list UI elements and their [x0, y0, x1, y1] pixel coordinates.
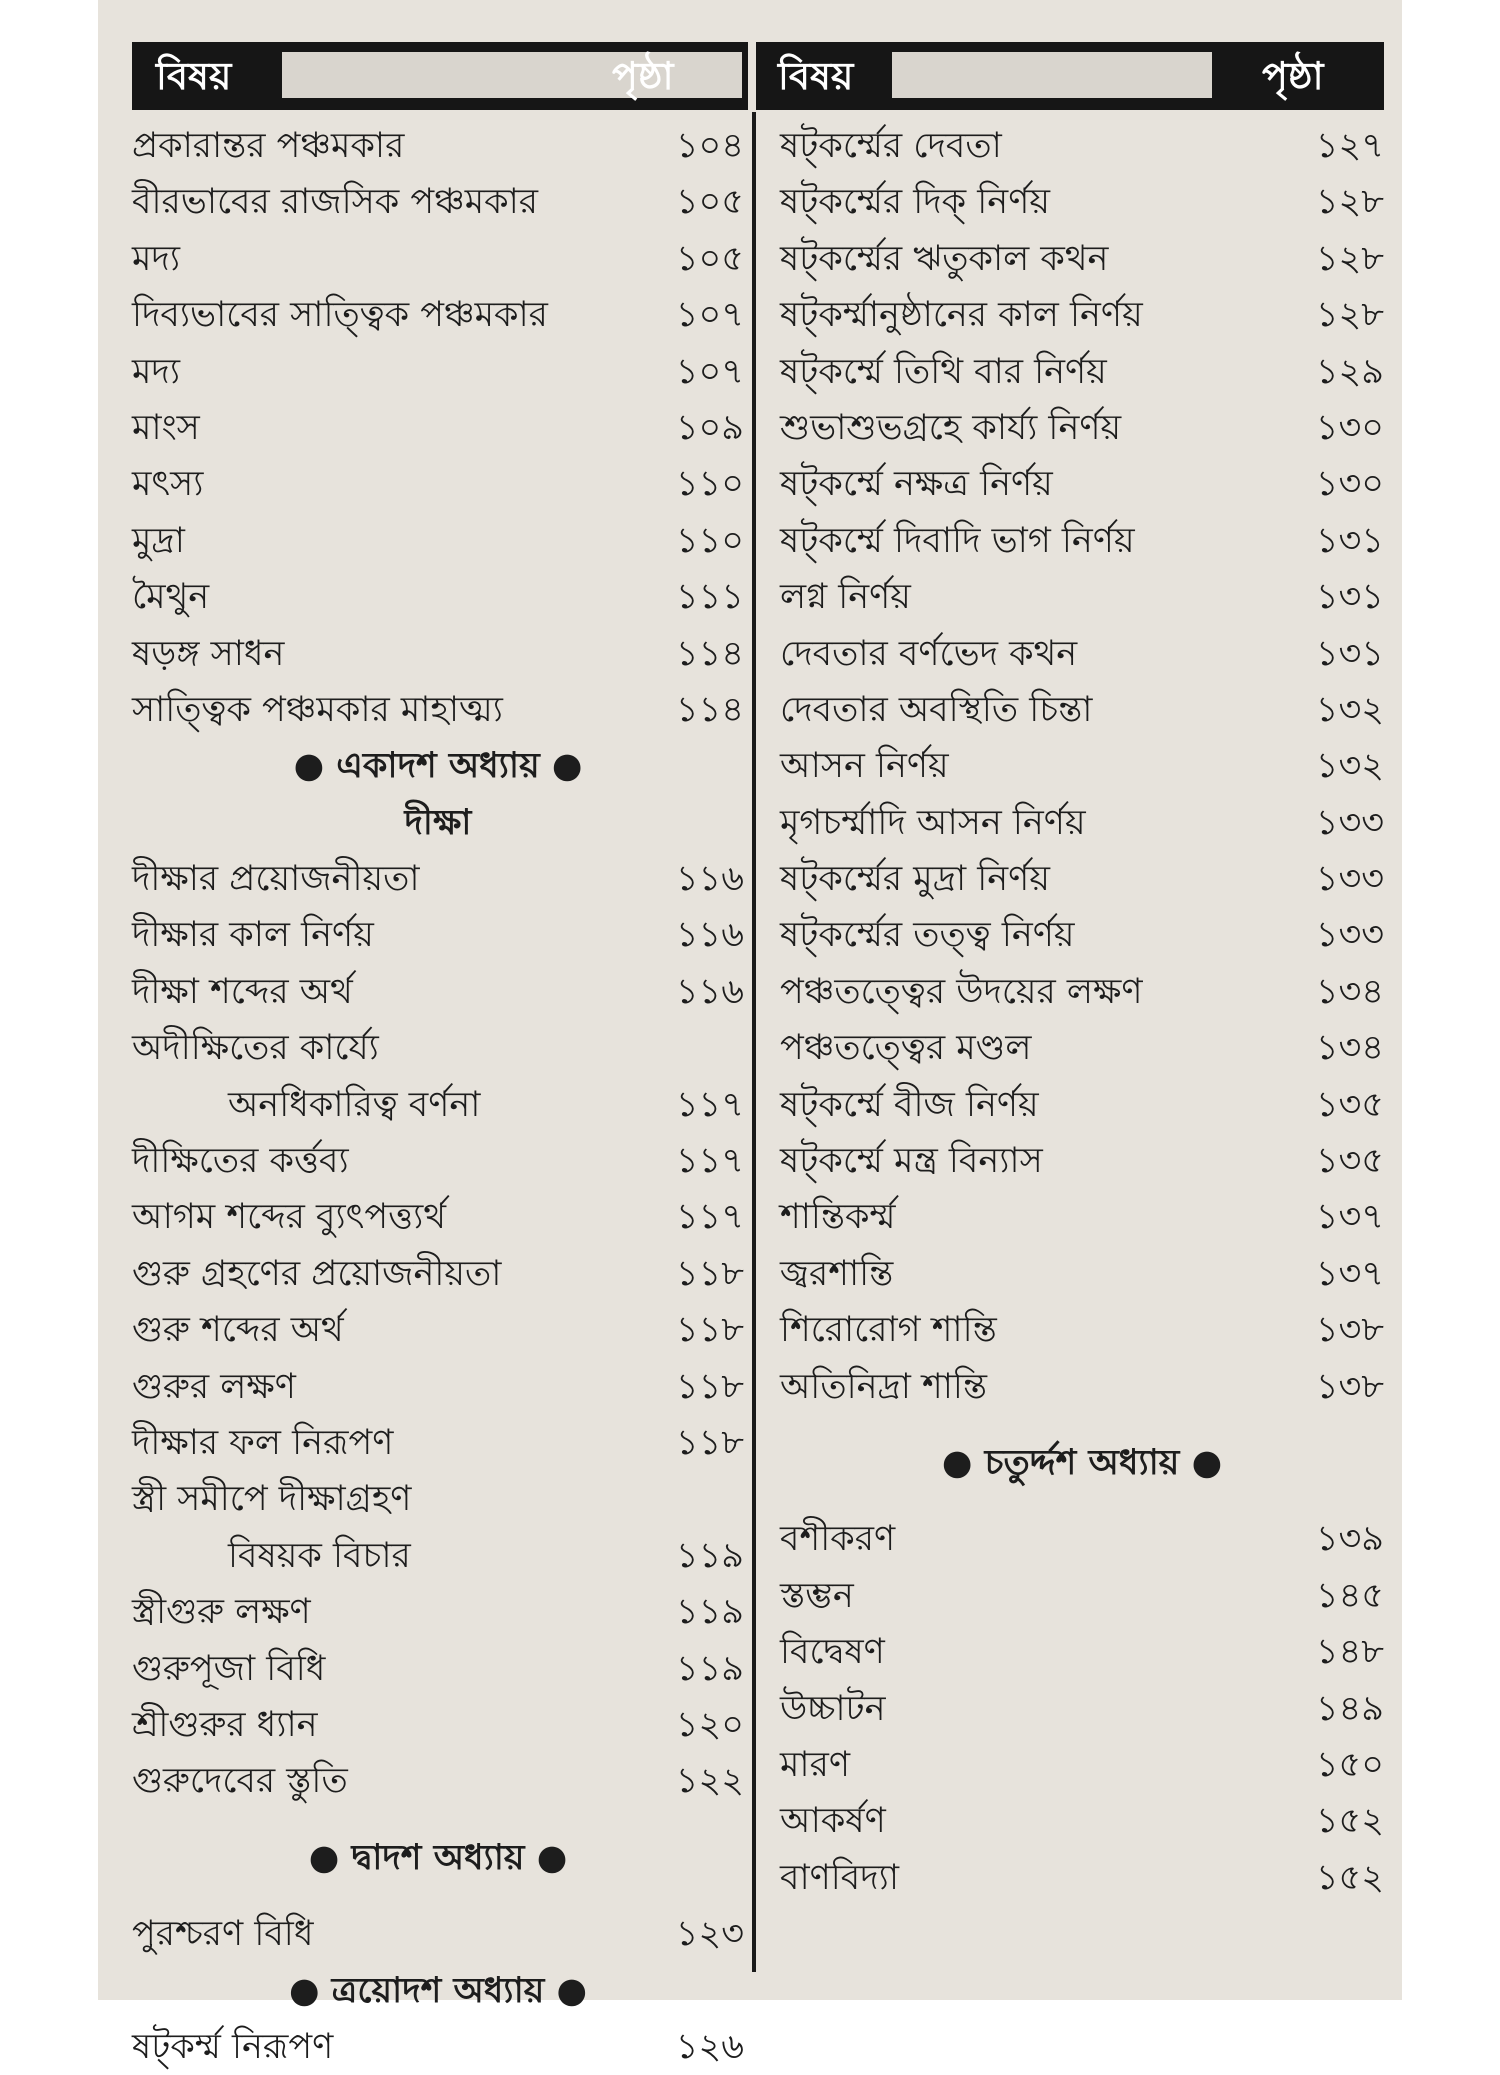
table-of-contents	[132, 42, 1384, 2067]
toc-entry	[780, 738, 1384, 794]
entry-page-number: ১১৮	[675, 1253, 744, 1294]
entry-title: মৎস্য	[132, 464, 204, 505]
entry-page-number: ১৩৪	[1315, 1028, 1384, 1069]
toc-entry	[132, 626, 744, 682]
entry-page-number: ১২৬	[675, 2026, 744, 2067]
entry-page-number: ১১৪	[675, 633, 744, 674]
entry-page-number: ১০৭	[675, 295, 744, 336]
entry-title: অদীক্ষিতের কার্য্যে	[132, 1028, 379, 1069]
entry-page-number: ১৩৫	[1315, 1141, 1384, 1182]
toc-entry	[780, 344, 1384, 400]
entry-page-number: ১২৭	[1315, 126, 1384, 166]
entry-title: দেবতার অবস্থিতি চিন্তা	[780, 689, 1093, 730]
toc-entry	[132, 1302, 744, 1358]
toc-entry	[780, 1020, 1384, 1076]
entry-title: পঞ্চতত্ত্বের উদয়ের লক্ষণ	[780, 971, 1143, 1012]
entry-title: সাত্ত্বিক পঞ্চমকার মাহাত্ম্য	[132, 689, 503, 730]
toc-entry	[132, 174, 744, 230]
entry-page-number: ১১৯	[675, 1535, 744, 1576]
entry-title: গুরুদেবের স্তুতি	[132, 1761, 348, 1802]
toc-entry	[780, 1511, 1384, 1567]
right-header-subject: বিষয়	[778, 54, 854, 98]
toc-entry	[780, 1793, 1384, 1849]
entry-title: ষট্‌কর্ম্মের তত্ত্ব নির্ণয়	[780, 915, 1075, 956]
toc-entry	[132, 1246, 744, 1302]
entry-title: ষট্‌কর্ম্মের দেবতা	[780, 126, 1002, 166]
toc-entry	[780, 682, 1384, 738]
entry-page-number: ১২২	[675, 1761, 744, 1802]
entry-page-number: ১১৯	[675, 1592, 744, 1633]
entry-page-number: ১৫২	[1315, 1857, 1384, 1898]
entry-page-number: ১৩০	[1315, 464, 1384, 505]
entry-page-number: ১১০	[675, 464, 744, 505]
entry-page-number: ১১৭	[675, 1084, 744, 1125]
chapter-heading: ● ত্রয়োদশ অধ্যায় ●	[288, 1970, 588, 2011]
entry-title: গুরু শব্দের অর্থ	[132, 1310, 344, 1351]
entry-page-number: ১১৭	[675, 1197, 744, 1238]
toc-entry	[780, 231, 1384, 287]
entry-title: মাংস	[132, 407, 200, 448]
entry-page-number: ১৩১	[1315, 520, 1384, 561]
entry-title: দিব্যভাবের সাত্ত্বিক পঞ্চমকার	[132, 295, 548, 336]
entry-page-number: ১১৬	[675, 915, 744, 956]
right-column	[780, 118, 1384, 1906]
toc-entry	[780, 1568, 1384, 1624]
entry-page-number: ১৫০	[1315, 1744, 1384, 1785]
entry-title: মারণ	[780, 1744, 850, 1785]
entry-page-number: ১৩০	[1315, 407, 1384, 448]
toc-entry	[780, 1077, 1384, 1133]
entry-page-number: ১৩৭	[1315, 1253, 1384, 1294]
toc-entry	[132, 1133, 744, 1189]
left-header-page: পৃষ্ঠা	[612, 54, 674, 98]
toc-entry	[132, 1641, 744, 1697]
toc-entry	[780, 907, 1384, 963]
entry-title: বিদ্বেষণ	[780, 1632, 885, 1673]
entry-title: মদ্য	[132, 238, 180, 279]
toc-entry	[132, 682, 744, 738]
entry-title: দীক্ষার কাল নির্ণয়	[132, 915, 374, 956]
entry-title: মদ্য	[132, 351, 180, 392]
entry-page-number: ১৩২	[1315, 746, 1384, 787]
toc-entry	[780, 964, 1384, 1020]
toc-entry	[132, 964, 744, 1020]
entry-page-number: ১০৫	[675, 238, 744, 279]
chapter-heading: ● দ্বাদশ অধ্যায় ●	[308, 1837, 568, 1878]
entry-page-number: ১৩১	[1315, 633, 1384, 674]
chapter-heading: ● চতুর্দ্দশ অধ্যায় ●	[941, 1442, 1223, 1483]
entry-page-number: ১৪৯	[1315, 1688, 1384, 1729]
spacer	[132, 1886, 744, 1906]
entry-page-number: ১৩২	[1315, 689, 1384, 730]
entry-title: আগম শব্দের ব্যুৎপত্ত্যর্থ	[132, 1197, 446, 1238]
toc-entry	[780, 1302, 1384, 1358]
entry-page-number: ১২৮	[1315, 238, 1384, 279]
entry-title: ষট্‌কর্ম্মের মুদ্রা নির্ণয়	[780, 859, 1050, 900]
chapter-heading: দীক্ষা	[404, 802, 472, 843]
spacer	[780, 1491, 1384, 1511]
entry-title: শান্তিকর্ম্ম	[780, 1197, 896, 1238]
toc-entry	[132, 1415, 744, 1471]
toc-entry	[780, 1737, 1384, 1793]
entry-title: গুরুর লক্ষণ	[132, 1366, 296, 1407]
entry-title: লগ্ন নির্ণয়	[780, 577, 911, 618]
entry-page-number: ১০৪	[675, 126, 744, 166]
entry-page-number: ১০৫	[675, 182, 744, 223]
entry-page-number: ১১৬	[675, 859, 744, 900]
entry-page-number: ১৫২	[1315, 1801, 1384, 1842]
entry-page-number: ১৩৪	[1315, 971, 1384, 1012]
entry-page-number: ১৩৫	[1315, 1084, 1384, 1125]
toc-entry	[780, 569, 1384, 625]
toc-entry	[780, 287, 1384, 343]
toc-entry	[132, 1753, 744, 1809]
entry-page-number: ১১৮	[675, 1310, 744, 1351]
entry-title: ষট্‌কর্ম্ম নিরূপণ	[132, 2026, 334, 2067]
entry-title: শিরোরোগ শান্তি	[780, 1310, 997, 1351]
toc-entry	[132, 400, 744, 456]
toc-entry	[780, 456, 1384, 512]
toc-entry	[132, 1471, 744, 1527]
toc-entry	[132, 1189, 744, 1245]
toc-entry	[780, 626, 1384, 682]
toc-entry	[780, 513, 1384, 569]
entry-page-number: ১৩৯	[1315, 1519, 1384, 1560]
entry-title: বশীকরণ	[780, 1519, 896, 1560]
entry-page-number: ১১০	[675, 520, 744, 561]
right-header-page: পৃষ্ঠা	[1262, 54, 1324, 98]
entry-page-number: ১২৮	[1315, 295, 1384, 336]
left-column	[132, 118, 744, 2075]
toc-entry	[780, 1189, 1384, 1245]
toc-entry	[132, 569, 744, 625]
entry-page-number: ১২০	[675, 1704, 744, 1745]
toc-entry	[132, 907, 744, 963]
entry-page-number: ১৩৮	[1315, 1310, 1384, 1351]
toc-entry	[132, 344, 744, 400]
toc-entry	[132, 1077, 744, 1133]
entry-title: স্তম্ভন	[780, 1575, 854, 1616]
entry-title: স্ত্রীগুরু লক্ষণ	[132, 1592, 311, 1633]
entry-title: ষট্‌কর্ম্মানুষ্ঠানের কাল নির্ণয়	[780, 295, 1143, 336]
entry-page-number: ১৩৩	[1315, 859, 1384, 900]
chapter-heading: ● একাদশ অধ্যায় ●	[293, 746, 583, 787]
entry-title: পুরশ্চরণ বিধি	[132, 1914, 314, 1955]
entry-page-number: ১৩৮	[1315, 1366, 1384, 1407]
toc-entry	[132, 851, 744, 907]
entry-title: ষট্‌কর্ম্মে তিথি বার নির্ণয়	[780, 351, 1107, 392]
header-row	[132, 42, 1384, 110]
entry-page-number: ১৪৫	[1315, 1575, 1384, 1616]
entry-title: মৃগচর্ম্মাদি আসন নির্ণয়	[780, 802, 1086, 843]
entry-page-number: ১১১	[675, 577, 744, 618]
entry-title: বীরভাবের রাজসিক পঞ্চমকার	[132, 182, 539, 223]
entry-title: অনধিকারিত্ব বর্ণনা	[228, 1084, 481, 1125]
entry-title: ষট্‌কর্ম্মে বীজ নির্ণয়	[780, 1084, 1039, 1125]
left-header-subject: বিষয়	[156, 54, 232, 98]
entry-title: শ্রীগুরুর ধ্যান	[132, 1704, 318, 1745]
column-divider	[752, 112, 756, 1972]
toc-entry	[132, 2019, 744, 2075]
entry-title: ষট্‌কর্ম্মের ঋতুকাল কথন	[780, 238, 1109, 279]
entry-page-number: ১১৮	[675, 1422, 744, 1463]
entry-title: আকর্ষণ	[780, 1801, 886, 1842]
entry-title: গুরু গ্রহণের প্রয়োজনীয়তা	[132, 1253, 502, 1294]
entry-title: জ্বরশান্তি	[780, 1253, 894, 1294]
toc-entry	[132, 1584, 744, 1640]
toc-entry	[780, 795, 1384, 851]
toc-entry	[780, 1359, 1384, 1415]
entry-title: বাণবিদ্যা	[780, 1857, 899, 1898]
entry-title: মৈথুন	[132, 577, 210, 618]
entry-title: ষট্‌কর্ম্মে নক্ষত্র নির্ণয়	[780, 464, 1053, 505]
entry-page-number: ১০৭	[675, 351, 744, 392]
entry-title: আসন নির্ণয়	[780, 746, 949, 787]
entry-page-number: ১১৪	[675, 689, 744, 730]
toc-entry	[132, 1906, 744, 1962]
entry-page-number: ১১৭	[675, 1141, 744, 1182]
entry-title: দীক্ষার প্রয়োজনীয়তা	[132, 859, 420, 900]
entry-page-number: ১৩৩	[1315, 915, 1384, 956]
entry-page-number: ১৩৩	[1315, 802, 1384, 843]
spacer	[132, 1810, 744, 1830]
toc-entry	[132, 1697, 744, 1753]
entry-title: উচ্চাটন	[780, 1688, 886, 1729]
entry-title: ষট্‌কর্ম্মের দিক্‌ নির্ণয়	[780, 182, 1050, 223]
entry-page-number: ১২৯	[1315, 351, 1384, 392]
toc-entry	[132, 1020, 744, 1076]
entry-title: দেবতার বর্ণভেদ কথন	[780, 633, 1078, 674]
toc-entry	[780, 1133, 1384, 1189]
toc-entry	[132, 456, 744, 512]
entry-page-number: ১১৯	[675, 1648, 744, 1689]
entry-title: প্রকারান্তর পঞ্চমকার	[132, 126, 405, 166]
entry-page-number: ১০৯	[675, 407, 744, 448]
entry-page-number: ১১৬	[675, 971, 744, 1012]
entry-title: ষট্‌কর্ম্মে দিবাদি ভাগ নির্ণয়	[780, 520, 1135, 561]
entry-page-number: ১২৮	[1315, 182, 1384, 223]
spacer	[780, 1415, 1384, 1435]
toc-entry	[780, 118, 1384, 174]
entry-title: শুভাশুভগ্রহে কার্য্য নির্ণয়	[780, 407, 1122, 448]
toc-entry	[132, 118, 744, 174]
entry-title: ষড়ঙ্গ সাধন	[132, 633, 285, 674]
toc-entry	[132, 231, 744, 287]
entry-title: বিষয়ক বিচার	[228, 1535, 411, 1576]
entry-title: গুরুপূজা বিধি	[132, 1648, 326, 1689]
toc-entry	[780, 1850, 1384, 1906]
entry-title: স্ত্রী সমীপে দীক্ষাগ্রহণ	[132, 1479, 412, 1520]
toc-entry	[780, 1246, 1384, 1302]
entry-title: দীক্ষার ফল নিরূপণ	[132, 1422, 394, 1463]
toc-entry	[780, 174, 1384, 230]
entry-title: ষট্‌কর্ম্মে মন্ত্র বিন্যাস	[780, 1141, 1043, 1182]
entry-page-number: ১৪৮	[1315, 1632, 1384, 1673]
entry-page-number: ১৩৭	[1315, 1197, 1384, 1238]
toc-entry	[132, 1359, 744, 1415]
toc-entry	[132, 513, 744, 569]
right-header-shade	[892, 52, 1212, 98]
toc-entry	[780, 400, 1384, 456]
entry-title: দীক্ষিতের কর্ত্তব্য	[132, 1141, 349, 1182]
entry-page-number: ১১৮	[675, 1366, 744, 1407]
entry-title: পঞ্চতত্ত্বের মণ্ডল	[780, 1028, 1032, 1069]
entry-title: দীক্ষা শব্দের অর্থ	[132, 971, 353, 1012]
toc-entry	[780, 1681, 1384, 1737]
toc-entry	[780, 851, 1384, 907]
toc-entry	[132, 1528, 744, 1584]
toc-entry	[132, 287, 744, 343]
toc-entry	[780, 1624, 1384, 1680]
entry-page-number: ১২৩	[675, 1914, 744, 1955]
entry-page-number: ১৩১	[1315, 577, 1384, 618]
entry-title: অতিনিদ্রা শান্তি	[780, 1366, 988, 1407]
entry-title: মুদ্রা	[132, 520, 185, 561]
